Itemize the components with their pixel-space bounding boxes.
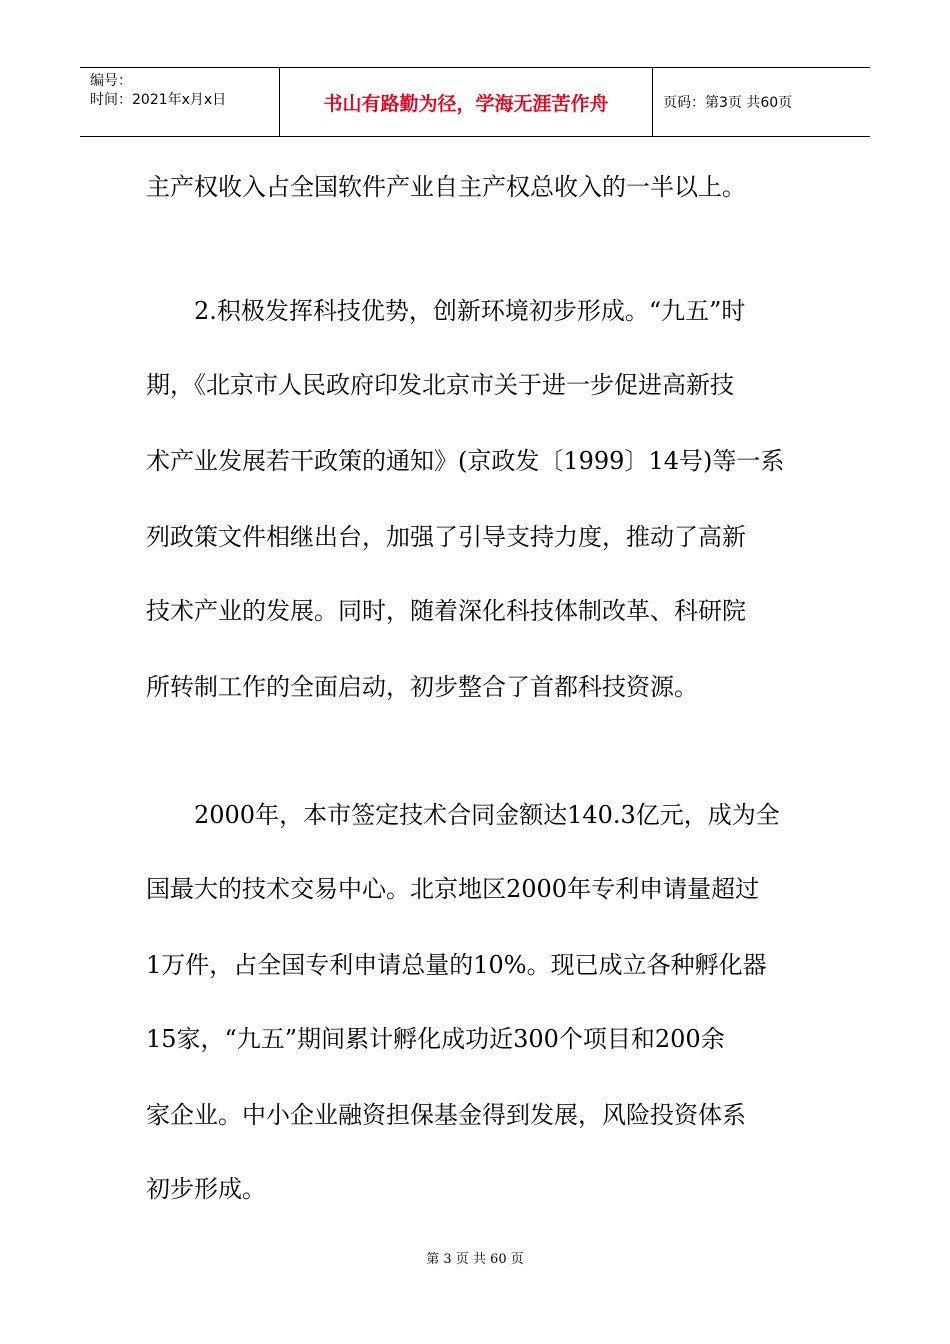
page-header	[80, 67, 870, 137]
document-date-label: 时间：2021年x月x日	[90, 92, 227, 108]
body-line: 列政策文件相继出台，加强了引导支持力度，推动了高新	[146, 523, 746, 551]
body-line: 15家，“九五”期间累计孵化成功近300个项目和200余	[146, 1025, 725, 1053]
body-line: 期，《北京市人民政府印发北京市关于进一步促进高新技	[146, 371, 734, 399]
body-line: 技术产业的发展。同时，随着深化科技体制改革、科研院	[146, 597, 746, 625]
page-footer: 第 3 页 共 60 页	[426, 1252, 524, 1267]
document-number-label: 编号：	[90, 73, 132, 89]
header-meta-cell	[80, 68, 280, 136]
body-line: 主产权收入占全国软件产业自主产权总收入的一半以上。	[146, 173, 746, 201]
body-line: 所转制工作的全面启动，初步整合了首都科技资源。	[146, 673, 698, 701]
header-motto: 书山有路勤为径，学海无涯苦作舟	[280, 68, 653, 136]
body-line: 初步形成。	[146, 1175, 266, 1203]
body-line: 术产业发展若干政策的通知》(京政发〔1999〕14号)等一系	[146, 447, 785, 475]
body-line: 家企业。中小企业融资担保基金得到发展，风险投资体系	[146, 1101, 746, 1129]
body-line: 2000年，本市签定技术合同金额达140.3亿元，成为全	[194, 801, 780, 829]
header-page-info: 页码：第3页 共60页	[663, 95, 793, 111]
body-line: 国最大的技术交易中心。北京地区2000年专利申请量超过	[146, 875, 760, 903]
body-line: 2.积极发挥科技优势，创新环境初步形成。“九五”时	[194, 297, 746, 325]
body-line: 1万件，占全国专利申请总量的10%。现已成立各种孵化器	[146, 951, 767, 979]
